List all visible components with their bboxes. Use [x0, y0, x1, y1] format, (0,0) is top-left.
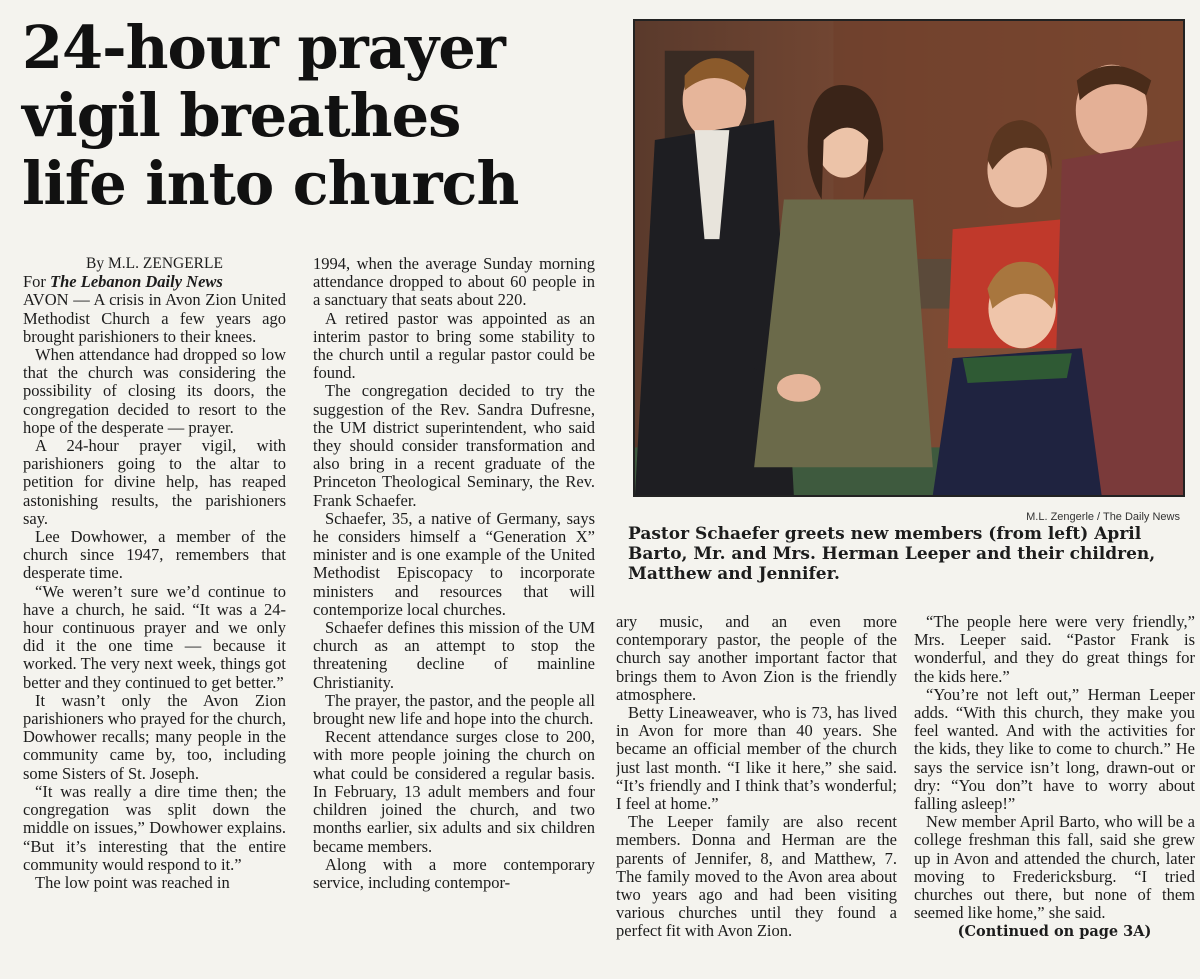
paragraph: The prayer, the pastor, and the people all brought new life and hope into the church. [313, 690, 595, 729]
headline-line-1: 24-hour prayer [22, 13, 505, 82]
paragraph: Schaefer, 35, a native of Germany, says he considers himself a “Generation X” minister and is one example of the United Methodist Episcopacy to incorporate ministers and resources that will contemporize local churches. [313, 508, 595, 619]
photo-caption: Pastor Schaefer greets new members (from left) April Barto, Mr. and Mrs. Herman Leeper and their children, Matthew and Jennifer. [628, 524, 1156, 584]
paragraph: Along with a more contemporary service, including contempor- [313, 854, 595, 892]
article-column-1 [23, 255, 286, 977]
paragraph: The low point was reached in [35, 872, 230, 892]
headline-line-3: life into church [22, 149, 519, 218]
paragraph: 1994, when the average Sunday morning attendance dropped to about 60 people in a sanctuary that seats about 220. [313, 255, 595, 310]
paragraph: Lee Dowhower, a member of the church since 1947, remembers that desperate time. [23, 527, 286, 583]
paragraph: “It was really a dire time then; the congregation was split down the middle on issues,” Dowhower explains. “But it’s interesting that the entire community would respond to it.” [23, 781, 286, 874]
photo-credit: M.L. Zengerle / The Daily News [1026, 511, 1180, 523]
paragraph: ary music, and an even more contemporary pastor, the people of the church say another important factor that brings them to Avon Zion is the friendly atmosphere. [616, 613, 897, 704]
paragraph: It wasn’t only the Avon Zion parishioners who prayed for the church, Dowhower recalls; many people in the community came by, too, including some Sisters of St. Joseph. [23, 690, 286, 783]
for-prefix: For [23, 272, 51, 292]
headline [22, 14, 622, 218]
paragraph: Schaefer defines this mission of the UM church as an attempt to stop the threatening decline of mainline Christianity. [313, 618, 595, 692]
paragraph: A retired pastor was appointed as an interim pastor to bring some stability to the church until a regular pastor could be found. [313, 308, 595, 383]
paragraph: When attendance had dropped so low that the church was considering the possibility of closing its doors, the congregation decided to resort to the hope of the desperate — prayer. [23, 345, 286, 437]
paragraph: Recent attendance surges close to 200, with more people joining the church on what could be considered a regular basis. In February, 13 adult members and four children joined the church, and two months earlier, six adults and six children became members. [313, 727, 595, 856]
photo-illustration [635, 21, 1183, 495]
paragraph: Betty Lineaweaver, who is 73, has lived in Avon for more than 40 years. She became an official member of the church just last month. “I like it here,” she said. “It’s friendly and I think that’s wonderful; I feel at home.” [616, 703, 897, 814]
paragraph: A 24-hour prayer vigil, with parishioners going to the altar to petition for divine help, has reaped astonishing results, the parishioners say. [23, 436, 286, 528]
paragraph: AVON — A crisis in Avon Zion United Methodist Church a few years ago brought parishioners to their knees. [23, 290, 286, 346]
publication-name: The Lebanon Daily News [50, 272, 223, 292]
publication-line [23, 273, 286, 291]
article-column-4 [914, 613, 1195, 977]
paragraph: “You’re not left out,” Herman Leeper adds. “With this church, they make you feel wanted. And with the activities for the kids, they like to come to church.” He says the service isn’t long, drawn-out or dry: “You don”t have to worry about falling asleep!” [914, 684, 1195, 814]
news-photo [633, 19, 1185, 497]
continued-jump-line: (Continued on page 3A) [957, 923, 1152, 941]
paragraph: “We weren’t sure we’d continue to have a church, he said. “It was a 24-hour continuous prayer and we only did it the one time — because it worked. The very next week, things got better and they continued to get better.” [23, 581, 286, 692]
article-column-3 [616, 613, 897, 977]
headline-line-2: vigil breathes [22, 81, 461, 150]
paragraph: New member April Barto, who will be a college freshman this fall, said she grew up in Avon and attended the church, later moving to Fredericksburg. “I tried churches out there, but none of them seemed like home,” she said. [914, 812, 1195, 923]
paragraph: “The people here were very friendly,” Mrs. Leeper said. “Pastor Frank is wonderful, and they do great things for the kids here.” [914, 613, 1195, 686]
byline: By M.L. ZENGERLE [86, 255, 223, 272]
paragraph: The Leeper family are also recent members. Donna and Herman are the parents of Jennifer, 8, and Matthew, 7. The family moved to the Avon area about two years ago and had been visiting various churches until they found a perfect fit with Avon Zion. [616, 812, 897, 941]
article-column-2 [313, 255, 595, 977]
paragraph: The congregation decided to try the suggestion of the Rev. Sandra Dufresne, the UM district superintendent, who said they should consider transformation and also bring in a recent graduate of the Princeton Theological Seminary, the Rev. Frank Schaefer. [313, 381, 595, 510]
